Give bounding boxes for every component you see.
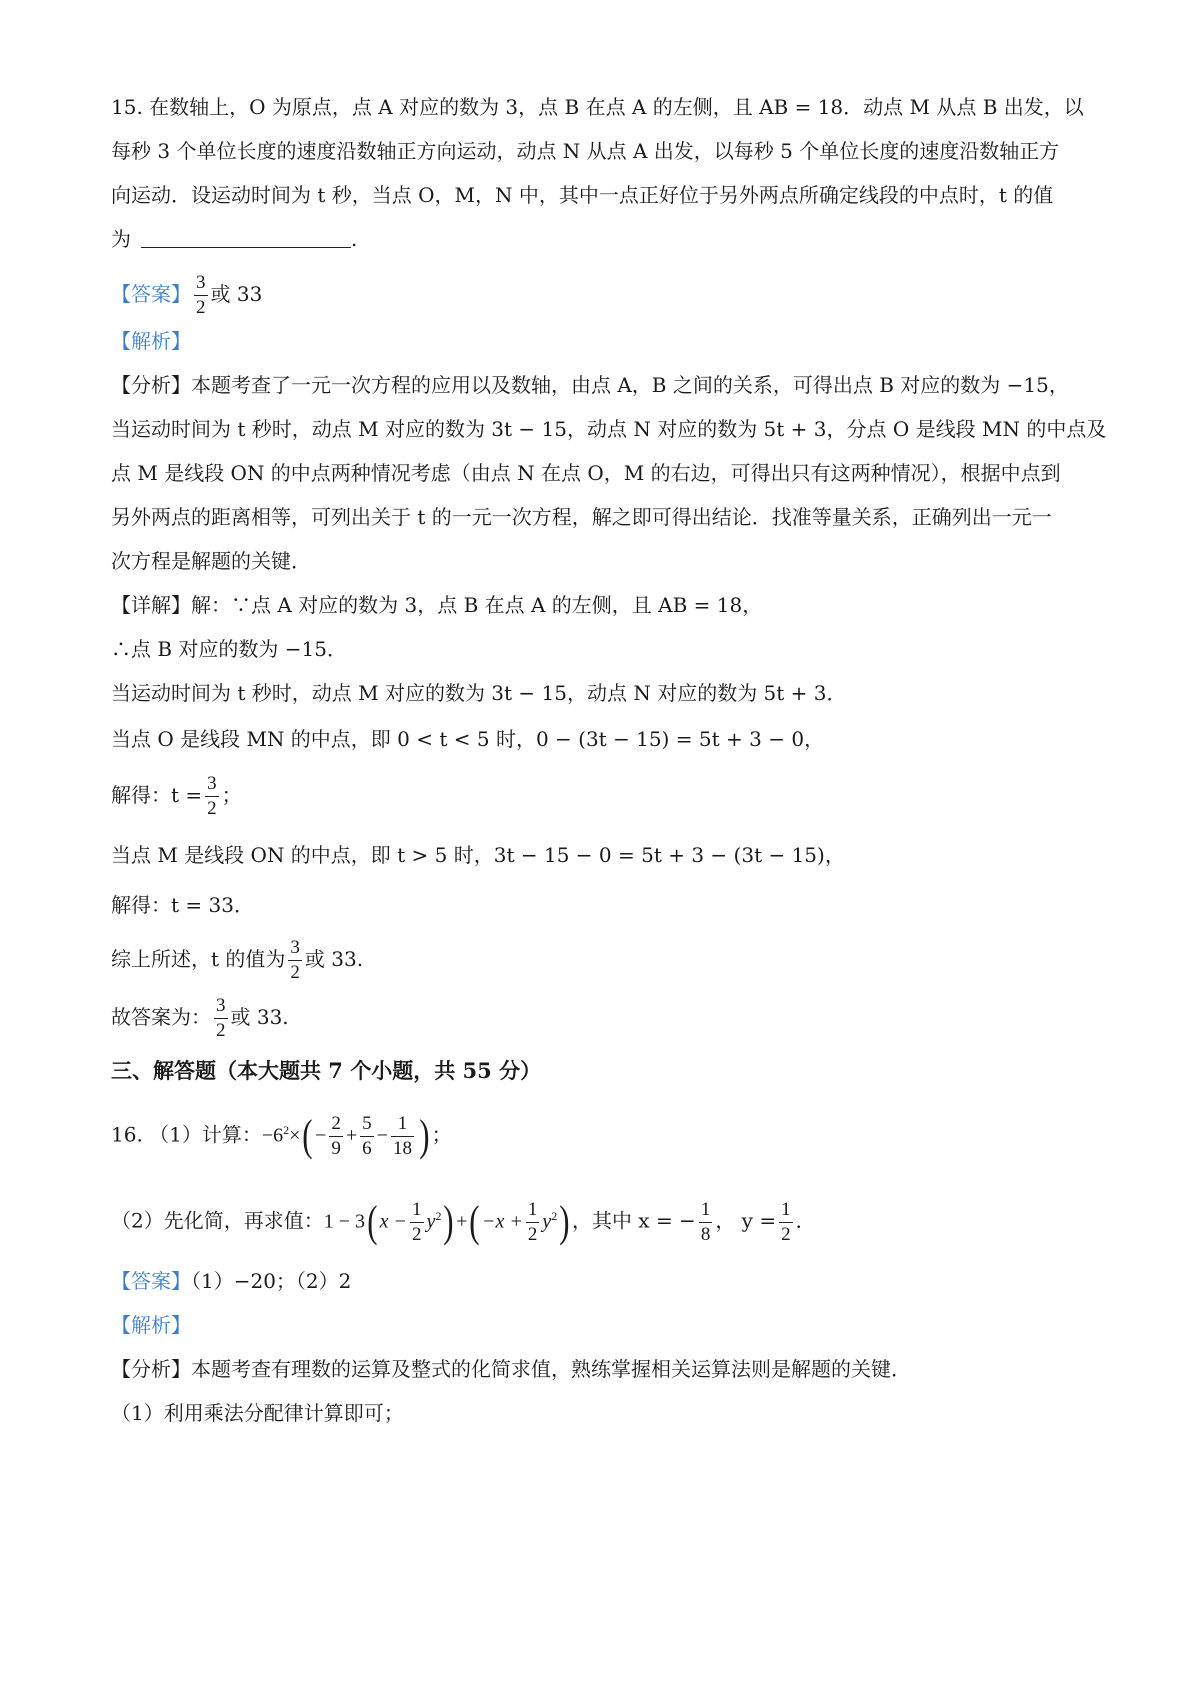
section-3-title: 三、解答题（本大题共 7 个小题，共 55 分） [111, 1058, 542, 1083]
q15-detail-6: 当点 M 是线段 ON 的中点，即 t > 5 时，3t − 15 − 0 = 5t + 3 − (3t − 15)， [111, 843, 845, 867]
final-fraction: $\frac{3}{2}$ [216, 995, 226, 1041]
q16-fenxi-tag: 【分析】 [111, 1357, 191, 1381]
q15-detail-1: 【详解】解：∵点 A 对应的数为 3，点 B 在点 A 的左侧，且 AB = 18， [111, 593, 763, 617]
q15-line-1: 15. 在数轴上，O 为原点，点 A 对应的数为 3，点 B 在点 A 的左侧，且 AB = 18．动点 M 从点 B 出发，以 [111, 95, 1084, 119]
q15-detail-7: 解得：t = 33． [111, 893, 254, 917]
q16-part-1: 16. （1）计算：$-6^2\times$( − $\frac{2}{9}$ + $\frac{5}{6}$ − $\frac{1}{18}$ ) ； [111, 1111, 452, 1161]
q15-detail-8: 综上所述，t 的值为 $\frac{3}{2}$ 或 33. [111, 937, 364, 983]
q15-fenxi-5: 次方程是解题的关键． [111, 549, 311, 573]
q15-answer [111, 270, 1100, 320]
q15-line-4-text: 为 [111, 227, 131, 251]
t-fraction: $\frac{3}{2}$ [207, 773, 217, 819]
q16-part-2: （2）先化简，再求值：1 − 3( x − $\frac{1}{2}$ $y^2$) +( −x + $\frac{1}{2}$ $y^2$) ，其中 x = − $\frac{1}{8}$ ， y = $\frac{1}{2}$ ． [111, 1197, 816, 1247]
q16-jiexi-tag: 【解析】 [111, 1313, 191, 1337]
q16-answer-tag: 【答案】 [111, 1269, 191, 1293]
xiangjie-tag: 【详解】 [111, 593, 191, 617]
q16-answer: 【答案】（1）−20；（2）2 [111, 1269, 352, 1293]
q15-detail-5: 解得：t = $\frac{3}{2}$ ； [111, 773, 242, 819]
summary-fraction: $\frac{3}{2}$ [290, 937, 300, 983]
q15-fenxi-4: 另外两点的距离相等，可列出关于 t 的一元一次方程，解之即可得出结论．找准等量关系，正确列出一元一 [111, 505, 1052, 529]
q15-fenxi-1: 【分析】本题考查了一元一次方程的应用以及数轴，由点 A，B 之间的关系，可得出点 B 对应的数为 −15， [111, 373, 1069, 397]
answer-blank [141, 227, 351, 248]
answer-rest: 或 33 [210, 282, 263, 306]
q15-detail-2: ∴点 B 对应的数为 −15． [111, 637, 347, 661]
q15-detail-9: 故答案为： $\frac{3}{2}$ 或 33. [111, 995, 289, 1041]
q15-line-2: 每秒 3 个单位长度的速度沿数轴正方向运动，动点 N 从点 A 出发，以每秒 5 个单位长度的速度沿数轴正方 [111, 139, 1060, 163]
q15-fenxi-2: 当运动时间为 t 秒时，动点 M 对应的数为 3t − 15，动点 N 对应的数为 5t + 3，分点 O 是线段 MN 的中点及 [111, 417, 1107, 441]
answer-tag: 【答案】 [111, 282, 191, 306]
q15-jiexi-tag: 【解析】 [111, 329, 191, 353]
q15-line-3: 向运动．设运动时间为 t 秒，当点 O，M，N 中，其中一点正好位于另外两点所确定线段的中点时，t 的值 [111, 183, 1054, 207]
q15-line-4: 为 . [111, 227, 358, 251]
fenxi-tag: 【分析】 [111, 373, 191, 397]
q16-fenxi: 【分析】本题考查有理数的运算及整式的化简求值，熟练掌握相关运算法则是解题的关键． [111, 1357, 911, 1381]
q15-detail-3: 当运动时间为 t 秒时，动点 M 对应的数为 3t − 15，动点 N 对应的数为 5t + 3． [111, 681, 847, 705]
answer-fraction: $\frac{3}{2}$ [196, 272, 206, 318]
q15-detail-4: 当点 O 是线段 MN 的中点，即 0 < t < 5 时，0 − (3t − 15) = 5t + 3 − 0， [111, 727, 825, 751]
q16-step-1: （1）利用乘法分配律计算即可； [111, 1401, 404, 1425]
q15-fenxi-3: 点 M 是线段 ON 的中点两种情况考虑（由点 N 在点 O，M 的右边，可得出只有这两种情况），根据中点到 [111, 461, 1061, 485]
